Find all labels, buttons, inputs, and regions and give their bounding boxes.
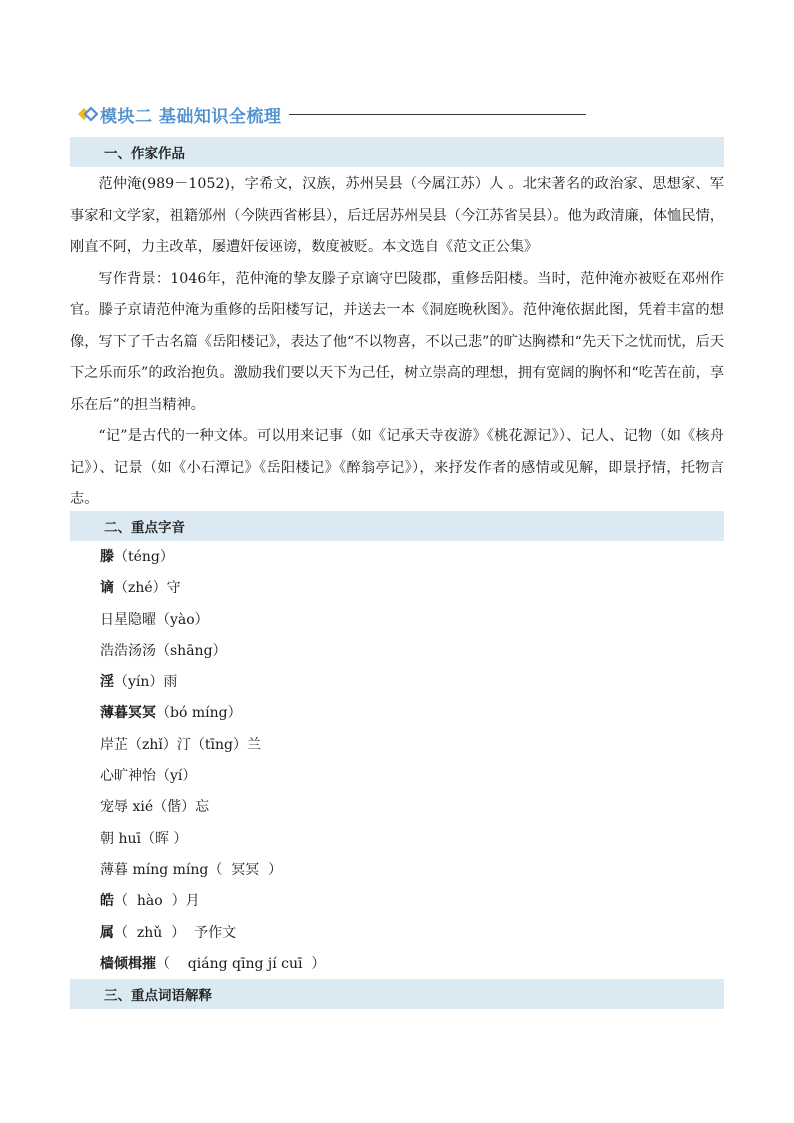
list-item: 淫（yín）雨 bbox=[100, 674, 178, 691]
section-header-label: 三、重点词语解释 bbox=[104, 988, 212, 1004]
list-item: 属（ zhǔ ） 予作文 bbox=[100, 924, 237, 941]
module-title-text: 模块二 基础知识全梳理 bbox=[100, 106, 282, 127]
list-item: 朝 huī（晖 ） bbox=[100, 830, 188, 847]
section-header-author bbox=[70, 137, 724, 167]
genre-paragraph: “记”是古代的一种文体。可以用来记事（如《记承天寺夜游》《桃花源记》）、记人、记物（如《核舟记》）、记景（如《小石潭记》《岳阳楼记》《醉翁亭记》），来抒发作者的感情或见解，即景抒情，托物言志。 bbox=[70, 428, 724, 507]
background-paragraph: 写作背景：1046年，范仲淹的挚友滕子京谪守巴陵郡，重修岳阳楼。当时，范仲淹亦被贬在邓州作官。滕子京请范仲淹为重修的岳阳楼写记，并送去一本《洞庭晚秋图》。范仲淹依据此图，凭着丰富的想像，写下了千古名篇《岳阳楼记》，表达了他“不以物喜，不以己悲”的旷达胸襟和“先天下之忧而忧，后天下之乐而乐”的政治抱负。激励我们要以天下为己任，树立崇高的理想，拥有宽阔的胸怀和“吃苦在前，享乐在后”的担当精神。 bbox=[70, 270, 724, 413]
section-header-pronunciation bbox=[70, 511, 724, 541]
list-item: 宠辱 xié（偕）忘 bbox=[100, 799, 210, 816]
list-item: 浩浩汤汤（shāng） bbox=[100, 642, 227, 659]
author-section-body bbox=[70, 169, 724, 516]
list-item: 滕（téng） bbox=[100, 549, 174, 565]
list-item: 皓（ hào ）月 bbox=[100, 893, 200, 910]
list-item: 谪（zhé）守 bbox=[100, 580, 181, 597]
module-title bbox=[76, 100, 586, 128]
list-item: 岸芷（zhǐ）汀（tīng）兰 bbox=[100, 736, 261, 753]
section-header-label: 一、作家作品 bbox=[104, 146, 185, 162]
section-header-label: 二、重点字音 bbox=[104, 520, 185, 536]
author-intro-paragraph: 范仲淹(989－1052)，字希文，汉族，苏州吴县（今属江苏）人 。北宋著名的政治家、思想家、军事家和文学家，祖籍邠州（今陕西省彬县），后迁居苏州吴县（今江苏省吴县）。他为政清廉，体恤民情，刚直不阿，力主改革，屡遭奸佞诬谤，数度被贬。本文选自《范文正公集》 bbox=[70, 176, 724, 255]
list-item: 薄暮冥冥（bó míng） bbox=[100, 705, 242, 722]
list-item: 日星隐曜（yào） bbox=[100, 611, 209, 628]
pronunciation-list bbox=[100, 542, 700, 980]
double-chevron-icon bbox=[76, 105, 98, 123]
list-item: 心旷神怡（yí） bbox=[100, 768, 197, 785]
list-item: 樯倾楫摧（ qiáng qīng jí cuī ） bbox=[100, 955, 326, 972]
module-title-rule bbox=[289, 114, 586, 115]
section-header-vocabulary bbox=[70, 979, 724, 1009]
list-item: 薄暮 míng míng（ 冥冥 ） bbox=[100, 861, 283, 878]
